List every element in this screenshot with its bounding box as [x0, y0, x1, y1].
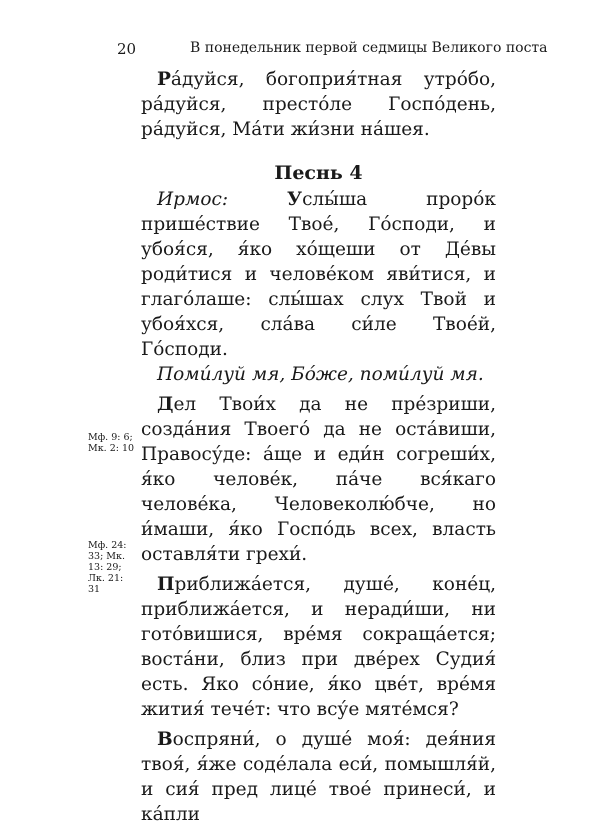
paragraph-text: а́дуйся, богоприя́тная утро́бо, ра́дуйся, престо́ле Госпо́день, ра́дуйся, Ма́ти жи́зни на́шея.	[141, 69, 496, 140]
song-heading: Песнь 4	[274, 162, 363, 184]
irmos-label: Ирмос:	[157, 189, 229, 210]
page-header	[0, 40, 600, 60]
irmos-paragraph	[141, 187, 496, 362]
irmos-text: слы́ша проро́к прише́ствие Твое́, Го́споди, и убоя́ся, я́ко хо́щеши от Де́вы роди́тися и челове́ком яви́тися, и глаго́лаше: слы́шах слух Твой и убоя́хся, сла́ва си́ле Твое́й, Го́споди.	[141, 189, 496, 360]
drop-initial: Р	[157, 69, 171, 90]
margin-reference: Мф. 24: 33; Мк. 13: 29; Лк. 21: 31	[88, 540, 127, 595]
troparion-text: ел Твои́х да не пре́зриши, созда́ния Твоего́ да не оста́виши, Правосу́де: а́ще и еди́н согреши́х, я́ко челове́к, па́че вся́каго челове́ка, Человеколю́бче, но и́маши, я́ко Госпо́дь всех, власть оставля́ти грехи́.	[141, 394, 496, 565]
troparion-3	[141, 727, 496, 827]
troparion-2	[141, 572, 496, 722]
troparion-text: оспряни́, о душе́ моя́: дея́ния твоя́, я́же соде́лала еси́, помышля́й, и сия́ пред лице́ твое́ принеси́, и ка́пли	[141, 729, 496, 825]
opening-paragraph	[141, 67, 496, 142]
drop-initial: Д	[157, 394, 174, 415]
refrain: Поми́луй мя, Бо́же, поми́луй мя.	[157, 364, 484, 385]
troparion-1	[141, 392, 496, 567]
margin-reference: Мф. 9: 6; Мк. 2: 10	[88, 432, 135, 454]
drop-initial: В	[157, 729, 173, 750]
song-section	[141, 161, 496, 827]
drop-initial: У	[287, 189, 303, 210]
troparion-text: риближа́ется, душе́, коне́ц, приближа́ется, и неради́ши, ни гото́вишися, вре́мя сокраща́ется; воста́ни, близ при две́рех Судия́ есть. Яко со́ние, я́ко цве́т, вре́мя жития́ тече́т: что всу́е мяте́мся?	[141, 574, 496, 720]
drop-initial: П	[157, 574, 175, 595]
page-number: 20	[117, 40, 137, 58]
running-title: В понедельник первой седмицы Великого поста	[190, 40, 548, 56]
